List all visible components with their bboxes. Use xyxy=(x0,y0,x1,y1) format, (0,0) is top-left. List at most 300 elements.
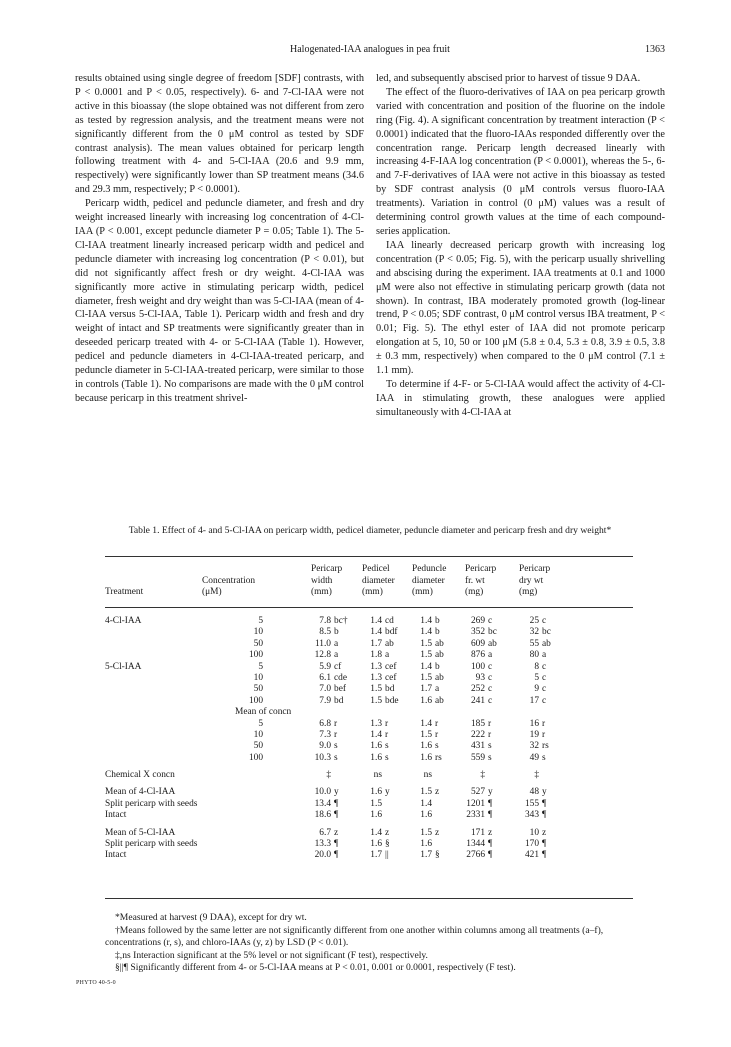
cell-significance: r xyxy=(435,718,439,729)
cell-fw xyxy=(465,839,492,850)
cell-value: 8 xyxy=(534,661,539,672)
paragraph: IAA linearly decreased pericarp growth with increasing log concentration (P < 0.05; Fig. 5), with the pericarp usually shrivelling and abscising during the experiment. IAA treatments at 0.1 and 1000 μM were also not effective in stimulating pericarp growth (data not shown). In contrast, IBA moderately promoted growth (log-linear trend, P < 0.05; SDF contrast, 0 μM control versus IBA treatment, P < 0.01; Fig. 5). The ethyl ester of IAA did not promote pericarp elongation at 5, 10, 50 or 100 μM (5.8 ± 0.4, 5.3 ± 0.8, 3.9 ± 0.5, 3.8 ± 0.3 mm, respectively) when compared to the 0 μM control (7.1 ± 1.1 mm). xyxy=(376,239,665,377)
cell-fw xyxy=(465,627,497,638)
cell-pe xyxy=(412,810,435,821)
cell-fw xyxy=(465,787,493,798)
cell-pw xyxy=(311,741,338,752)
cell-significance: ¶ xyxy=(542,850,547,861)
cell-significance: bef xyxy=(334,684,346,695)
cell-significance: r xyxy=(488,718,492,729)
cell-value: 93 xyxy=(475,672,485,683)
table-row xyxy=(105,753,633,764)
cell-concentration: 100 xyxy=(248,650,263,661)
cell-value: 1344 xyxy=(466,839,485,850)
cell-value: 9.0 xyxy=(319,741,331,752)
cell-value: 876 xyxy=(470,650,485,661)
cell-significance: a xyxy=(542,650,547,661)
cell-significance: b xyxy=(435,616,440,626)
paragraph: Pericarp width, pedicel and peduncle diameter, and fresh and dry weight increased linearly with increasing log concentration of 4-Cl-IAA (P < 0.001, except peduncle diameter P = 0.05; Table 1). The 5-Cl-IAA treatment linearly increased pericarp width and pedicel and peduncle diameter with increasing log concentration (P < 0.01), but did not significantly affect fresh or dry weight. 4-Cl-IAA was significantly more active in stimulating pericarp width, pedicel diameter, fresh weight and dry weight than was 5-Cl-IAA (mean of 4-Cl-IAA versus 5-Cl-IAA, Table 1). Pericarp width and fresh and dry weight of intact and SP treatments were significantly greater than in deseeded pericarp treated with 4- or 5-Cl-IAA (Table 1). However, pedicel and peduncle diameters in 4-Cl-IAA-treated pericarp, and peduncle diameter in 5-Cl-IAA-treated pericarp, were similar to those in controls (Table 1). No comparisons are made with the 0 μM control because pericarp in this treatment shrivel- xyxy=(75,198,364,404)
header-dry-weight: Pericarp dry wt (mg) xyxy=(519,564,551,598)
paragraph: led, and subsequently abscised prior to harvest of tissue 9 DAA. xyxy=(376,73,641,84)
cell-value: 343 xyxy=(524,810,539,821)
table-row xyxy=(105,719,633,730)
cell-significance: r xyxy=(542,729,546,740)
cell-treatment: Split pericarp with seeds xyxy=(105,798,198,809)
cell-pd xyxy=(362,850,389,861)
table-row xyxy=(105,616,633,627)
cell-value: 1.6 xyxy=(370,741,382,752)
footnote: *Measured at harvest (9 DAA), except for dry wt. xyxy=(115,912,307,923)
cell-pd xyxy=(362,616,394,627)
cell-dw xyxy=(519,616,546,627)
cell-fw xyxy=(465,650,492,661)
cell-fw xyxy=(465,850,492,861)
cell-significance: ab xyxy=(385,638,394,649)
cell-value: 19 xyxy=(529,729,539,740)
header-pericarp-width: Pericarp width (mm) xyxy=(311,564,343,598)
cell-pw xyxy=(311,662,341,673)
cell-pe xyxy=(412,730,438,741)
table-row xyxy=(105,650,633,661)
cell-pd xyxy=(362,696,399,707)
header-fresh-weight: Pericarp fr. wt (mg) xyxy=(465,564,497,598)
cell-significance: rs xyxy=(542,741,549,752)
cell-dw xyxy=(519,810,546,821)
running-header xyxy=(75,44,665,58)
table-row xyxy=(105,696,633,707)
page-number: 1363 xyxy=(645,44,665,55)
cell-treatment: Intact xyxy=(105,850,127,861)
cell-value: 1.4 xyxy=(370,616,382,626)
cell-pw xyxy=(311,696,343,707)
table-row xyxy=(105,627,633,638)
cell-fw xyxy=(465,696,492,707)
cell-pd xyxy=(362,684,394,695)
cell-fw xyxy=(465,639,497,650)
table-top-rule xyxy=(105,556,633,557)
cell-dw xyxy=(519,828,546,839)
cell-treatment: Intact xyxy=(105,810,127,821)
cell-value: 1.5 xyxy=(420,729,432,740)
cell-value: 1.5 xyxy=(370,798,382,809)
cell-significance: a xyxy=(385,650,390,661)
cell-pe xyxy=(412,639,444,650)
cell-dw xyxy=(519,839,546,850)
cell-value: ‡ xyxy=(534,770,539,781)
cell-pw xyxy=(311,639,338,650)
cell-significance: ¶ xyxy=(488,839,493,850)
cell-value: 1.8 xyxy=(370,650,382,661)
cell-significance: r xyxy=(334,729,338,740)
table-bottom-rule xyxy=(105,898,633,899)
cell-value: 6.7 xyxy=(319,827,331,838)
cell-pd xyxy=(362,753,389,764)
cell-pd xyxy=(362,799,385,810)
cell-value: 5.9 xyxy=(319,661,331,672)
cell-significance: ab xyxy=(488,638,497,649)
cell-significance: s xyxy=(488,752,492,763)
cell-pd xyxy=(362,787,390,798)
cell-pe xyxy=(412,799,435,810)
cell-value: 1.4 xyxy=(370,729,382,740)
cell-pe xyxy=(412,627,440,638)
cell-concentration: 100 xyxy=(248,695,263,706)
table-row xyxy=(105,684,633,695)
cell-significance: c xyxy=(542,672,547,683)
cell-pd xyxy=(362,828,389,839)
cell-dw xyxy=(519,673,546,684)
cell-pe xyxy=(412,770,435,781)
cell-significance: c xyxy=(488,695,493,706)
cell-value: 1.5 xyxy=(370,684,382,695)
cell-significance: a xyxy=(334,638,339,649)
cell-value: 25 xyxy=(529,616,539,626)
cell-significance: s xyxy=(334,741,338,752)
cell-significance: r xyxy=(334,718,338,729)
cell-significance: bd xyxy=(334,695,344,706)
cell-significance: || xyxy=(385,850,389,861)
cell-treatment: 4-Cl-IAA xyxy=(105,616,142,626)
cell-value: 1.6 xyxy=(420,752,432,763)
cell-significance: s xyxy=(334,752,338,763)
cell-significance: c xyxy=(542,616,547,626)
cell-fw xyxy=(465,616,492,627)
cell-pw xyxy=(311,753,338,764)
cell-dw xyxy=(519,753,546,764)
cell-value: 241 xyxy=(470,695,485,706)
cell-significance: ¶ xyxy=(542,798,547,809)
cell-pd xyxy=(362,707,385,718)
cell-pe xyxy=(412,707,435,718)
cell-significance: c xyxy=(542,661,547,672)
cell-significance: r xyxy=(488,729,492,740)
cell-significance: r xyxy=(435,729,439,740)
cell-value: 7.0 xyxy=(319,684,331,695)
cell-value: 1.4 xyxy=(370,827,382,838)
cell-value: 1.6 xyxy=(370,787,382,798)
table-row xyxy=(105,730,633,741)
cell-value: 13.3 xyxy=(314,839,331,850)
cell-significance: s xyxy=(435,741,439,752)
cell-significance: y xyxy=(542,787,547,798)
table-row xyxy=(105,799,633,810)
table-row xyxy=(105,787,633,798)
cell-dw xyxy=(519,662,546,673)
header-peduncle-diameter: Peduncle diameter (mm) xyxy=(412,564,447,598)
cell-significance: cd xyxy=(385,616,394,626)
cell-pw xyxy=(311,627,339,638)
cell-dw xyxy=(519,639,551,650)
cell-pd xyxy=(362,810,385,821)
cell-treatment: 5-Cl-IAA xyxy=(105,661,142,672)
cell-significance: § xyxy=(385,839,390,850)
cell-fw xyxy=(465,799,492,810)
cell-value: 10.3 xyxy=(314,752,331,763)
cell-concentration: 10 xyxy=(253,672,263,683)
cell-significance: bd xyxy=(385,684,395,695)
cell-concentration: 10 xyxy=(253,627,263,638)
cell-fw xyxy=(465,673,492,684)
cell-value: 1.6 xyxy=(370,752,382,763)
cell-fw xyxy=(465,828,492,839)
cell-dw xyxy=(519,850,546,861)
cell-concentration: 100 xyxy=(248,752,263,763)
cell-value: 1.5 xyxy=(420,787,432,798)
cell-pd xyxy=(362,741,389,752)
cell-pw xyxy=(311,707,334,718)
cell-significance: ¶ xyxy=(334,810,339,821)
cell-dw xyxy=(519,787,547,798)
right-text-column xyxy=(376,72,665,420)
cell-value: 13.4 xyxy=(314,798,331,809)
table-row xyxy=(105,810,633,821)
cell-significance: z xyxy=(488,827,493,838)
cell-significance: ab xyxy=(435,695,444,706)
cell-pw xyxy=(311,839,338,850)
cell-value: 1.6 xyxy=(420,839,432,850)
cell-value: 17 xyxy=(529,695,539,706)
table-row xyxy=(105,741,633,752)
cell-significance: ¶ xyxy=(542,839,547,850)
cell-concentration: 50 xyxy=(253,638,263,649)
cell-value: 1.4 xyxy=(420,718,432,729)
cell-value: 32 xyxy=(529,741,539,752)
cell-dw xyxy=(519,696,546,707)
cell-value: 5 xyxy=(534,672,539,683)
cell-pe xyxy=(412,696,444,707)
cell-value: 170 xyxy=(524,839,539,850)
cell-value: ns xyxy=(373,770,382,781)
cell-pe xyxy=(412,753,442,764)
cell-significance: cef xyxy=(385,672,397,683)
cell-significance: ab xyxy=(435,638,444,649)
cell-fw xyxy=(465,707,488,718)
cell-significance: z xyxy=(542,827,547,838)
cell-value: 6.8 xyxy=(319,718,331,729)
cell-value: 352 xyxy=(470,627,485,638)
cell-pe xyxy=(412,828,439,839)
cell-pw xyxy=(311,828,338,839)
cell-pe xyxy=(412,719,438,730)
cell-significance: bc xyxy=(542,627,551,638)
cell-value: 1.7 xyxy=(420,684,432,695)
cell-significance: cf xyxy=(334,661,342,672)
cell-pw xyxy=(311,719,337,730)
cell-value: 7.9 xyxy=(319,695,331,706)
table-row xyxy=(105,673,633,684)
cell-value: 1.6 xyxy=(420,741,432,752)
cell-fw xyxy=(465,770,488,781)
cell-pd xyxy=(362,650,389,661)
cell-significance: c xyxy=(542,695,547,706)
cell-pe xyxy=(412,850,440,861)
cell-significance: c xyxy=(488,661,493,672)
cell-pe xyxy=(412,616,440,627)
cell-significance: y xyxy=(385,787,390,798)
cell-value: 2331 xyxy=(466,810,485,821)
footnote: †Means followed by the same letter are not significantly different from one another within columns among all treatments (a–f), concentrations (r, s), and chloro-IAAs (y, z) by LSD (P < 0.01). xyxy=(105,924,604,949)
cell-fw xyxy=(465,730,491,741)
header-pedicel-diameter: Pedicel diameter (mm) xyxy=(362,564,395,598)
cell-significance: bdf xyxy=(385,627,398,638)
cell-value: 1.6 xyxy=(370,810,382,821)
cell-pw xyxy=(311,787,339,798)
cell-pd xyxy=(362,719,388,730)
cell-value: 48 xyxy=(529,787,539,798)
cell-value: 6.1 xyxy=(319,672,331,683)
cell-significance: ¶ xyxy=(488,810,493,821)
cell-value: 49 xyxy=(529,752,539,763)
cell-significance: ¶ xyxy=(334,798,339,809)
cell-concentration: 50 xyxy=(253,741,263,752)
cell-value: 185 xyxy=(470,718,485,729)
cell-value: 12.8 xyxy=(314,650,331,661)
cell-pw xyxy=(311,850,338,861)
paragraph: To determine if 4-F- or 5-Cl-IAA would affect the activity of 4-Cl-IAA in stimulating growth, these analogues were applied simultaneously with 4-Cl-IAA at xyxy=(376,378,665,418)
cell-value: 1.5 xyxy=(420,638,432,649)
cell-value: ns xyxy=(423,770,432,781)
cell-significance: cef xyxy=(385,661,397,672)
cell-significance: rs xyxy=(435,752,442,763)
cell-value: 222 xyxy=(470,729,485,740)
cell-significance: ¶ xyxy=(488,850,493,861)
table-row xyxy=(105,850,633,861)
cell-concentration: 50 xyxy=(253,684,263,695)
cell-significance: y xyxy=(488,787,493,798)
cell-value: 1201 xyxy=(466,798,485,809)
cell-value: 1.4 xyxy=(420,661,432,672)
table-body xyxy=(105,616,633,862)
cell-dw xyxy=(519,719,545,730)
cell-value: 1.4 xyxy=(420,798,432,809)
cell-value: 269 xyxy=(470,616,485,626)
cell-significance: s xyxy=(542,752,546,763)
cell-pd xyxy=(362,673,396,684)
cell-pw xyxy=(311,616,348,627)
cell-pw xyxy=(311,673,347,684)
cell-fw xyxy=(465,719,491,730)
cell-significance: z xyxy=(435,787,440,798)
cell-value: 1.4 xyxy=(370,627,382,638)
cell-value: 421 xyxy=(524,850,539,861)
cell-value: 16 xyxy=(529,718,539,729)
cell-significance: ¶ xyxy=(334,839,339,850)
cell-fw xyxy=(465,741,492,752)
header-concentration: Concentration (μM) xyxy=(202,575,256,598)
cell-significance: ¶ xyxy=(334,850,339,861)
left-text-column xyxy=(75,72,364,406)
cell-value: 32 xyxy=(529,627,539,638)
cell-value: 10 xyxy=(529,827,539,838)
cell-value: 1.5 xyxy=(420,827,432,838)
cell-significance: z xyxy=(435,827,440,838)
cell-treatment: Chemical X concn xyxy=(105,770,175,781)
cell-value: 8.5 xyxy=(319,627,331,638)
cell-value: 100 xyxy=(470,661,485,672)
cell-value: 1.3 xyxy=(370,718,382,729)
cell-value: 171 xyxy=(470,827,485,838)
cell-pw xyxy=(311,684,346,695)
cell-dw xyxy=(519,770,542,781)
footnote: ‡,ns Interaction significant at the 5% level or not significant (F test), respectively. xyxy=(115,949,428,961)
cell-pw xyxy=(311,810,338,821)
cell-value: 18.6 xyxy=(314,810,331,821)
cell-significance: bde xyxy=(385,695,399,706)
cell-significance: s xyxy=(385,752,389,763)
cell-significance: s xyxy=(385,741,389,752)
cell-pw xyxy=(311,730,337,741)
cell-significance: y xyxy=(334,787,339,798)
cell-value: 1.3 xyxy=(370,661,382,672)
cell-value: 527 xyxy=(470,787,485,798)
cell-significance: b xyxy=(334,627,339,638)
cell-significance: r xyxy=(542,718,546,729)
cell-value: 1.4 xyxy=(420,616,432,626)
cell-value: 1.7 xyxy=(370,638,382,649)
cell-treatment: Mean of 4-Cl-IAA xyxy=(105,787,176,798)
cell-value: 1.5 xyxy=(420,672,432,683)
cell-pd xyxy=(362,730,388,741)
cell-value: 7.8 xyxy=(319,616,331,626)
cell-treatment: Split pericarp with seeds xyxy=(105,839,198,850)
cell-value: ‡ xyxy=(326,770,331,781)
cell-pe xyxy=(412,662,440,673)
cell-value: 80 xyxy=(529,650,539,661)
cell-value: 1.6 xyxy=(420,695,432,706)
cell-significance: ¶ xyxy=(488,798,493,809)
cell-significance: § xyxy=(435,850,440,861)
cell-significance: z xyxy=(334,827,339,838)
cell-value: 11.0 xyxy=(314,638,331,649)
cell-pe xyxy=(412,787,439,798)
cell-significance: c xyxy=(542,684,547,695)
cell-value: 10.0 xyxy=(314,787,331,798)
cell-significance: ab xyxy=(542,638,551,649)
cell-fw xyxy=(465,753,492,764)
cell-significance: bc† xyxy=(334,616,348,626)
cell-concentration: 5 xyxy=(258,616,263,626)
cell-value: 1.5 xyxy=(370,695,382,706)
cell-concentration: Mean of concn xyxy=(235,707,292,718)
cell-significance: ab xyxy=(435,650,444,661)
cell-concentration: 10 xyxy=(253,729,263,740)
table-row xyxy=(105,707,633,718)
cell-pe xyxy=(412,839,435,850)
cell-significance: c xyxy=(488,616,493,626)
cell-pe xyxy=(412,650,444,661)
cell-significance: ¶ xyxy=(542,810,547,821)
cell-pe xyxy=(412,673,444,684)
cell-pd xyxy=(362,639,394,650)
cell-pd xyxy=(362,627,398,638)
cell-value: 55 xyxy=(529,638,539,649)
table-row xyxy=(105,839,633,850)
cell-value: 1.6 xyxy=(420,810,432,821)
cell-significance: a xyxy=(435,684,440,695)
cell-value: 20.0 xyxy=(314,850,331,861)
cell-significance: ab xyxy=(435,672,444,683)
cell-pw xyxy=(311,770,334,781)
cell-dw xyxy=(519,730,545,741)
cell-value: ‡ xyxy=(480,770,485,781)
cell-fw xyxy=(465,662,492,673)
cell-significance: r xyxy=(385,718,389,729)
cell-dw xyxy=(519,799,546,810)
cell-significance: z xyxy=(385,827,390,838)
cell-significance: c xyxy=(488,684,493,695)
cell-value: 1.3 xyxy=(370,672,382,683)
cell-pd xyxy=(362,662,396,673)
